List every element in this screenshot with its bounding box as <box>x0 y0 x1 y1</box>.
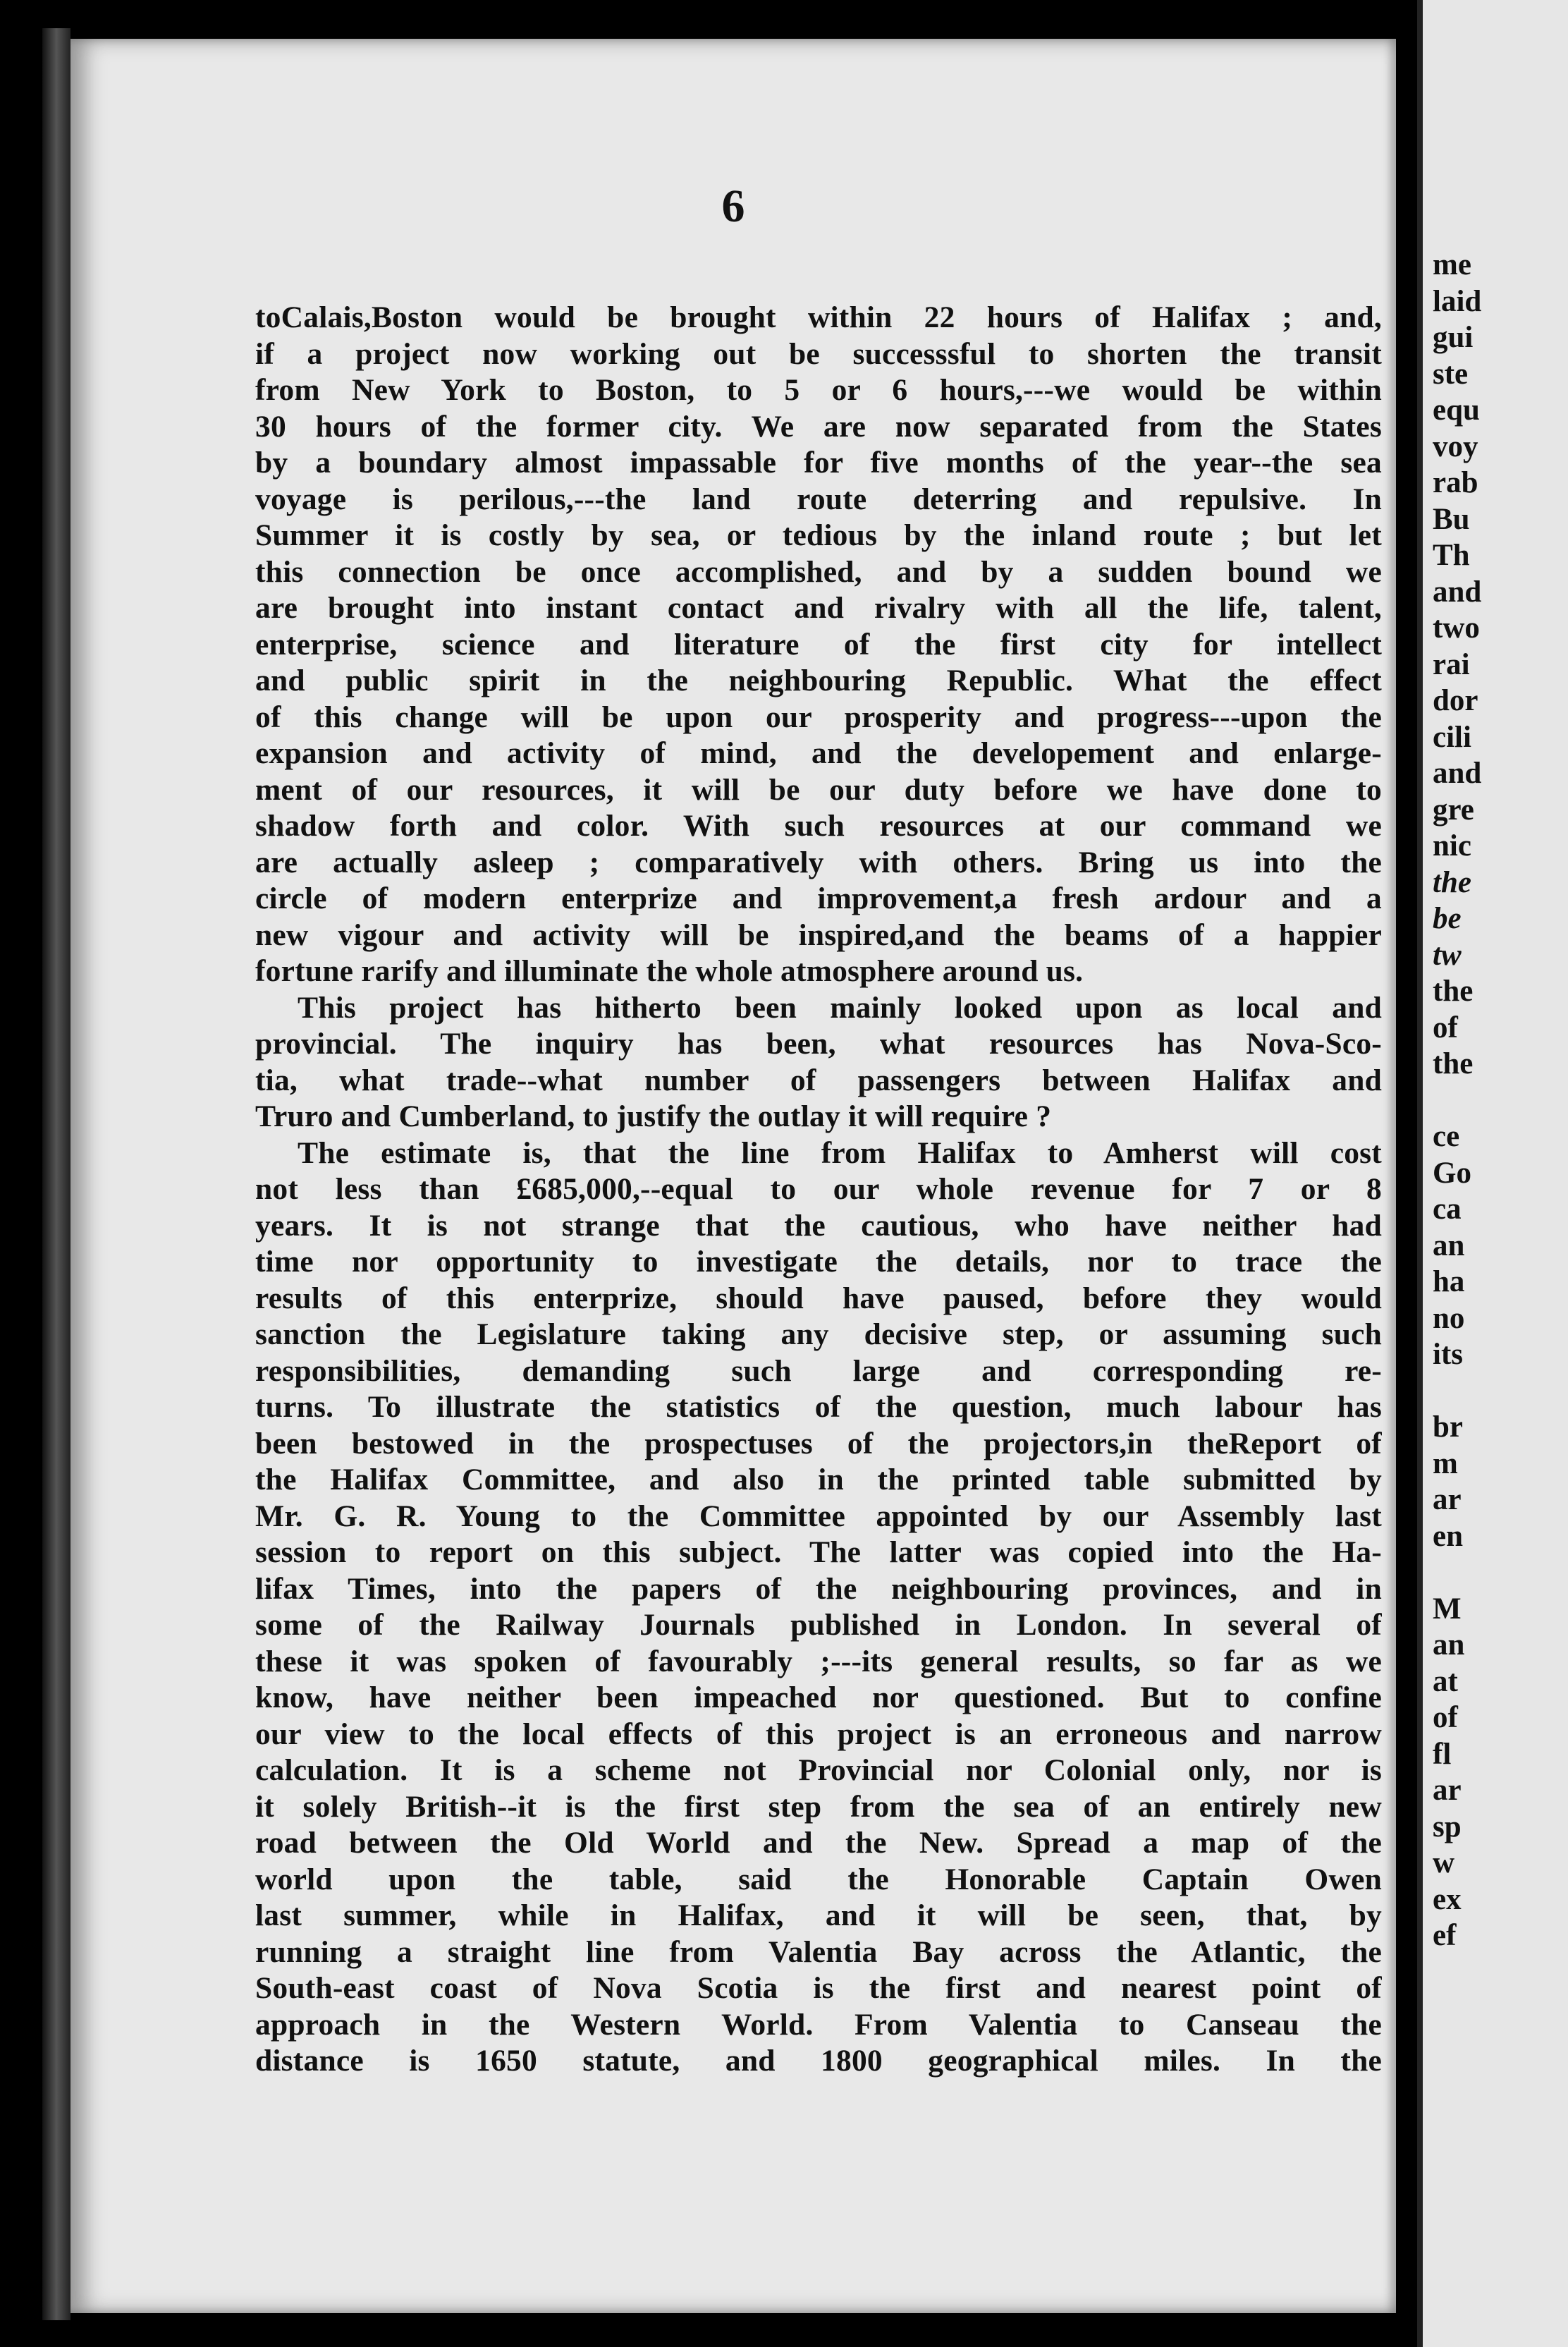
facing-fragment: ex <box>1433 1882 1462 1916</box>
text-line: new vigour and activity will be inspired,and the beams of a happier <box>255 918 1382 952</box>
facing-fragment: equ <box>1433 394 1480 427</box>
facing-fragment: tw <box>1433 938 1462 972</box>
text-line: provincial. The inquiry has been, what resources has Nova-Sco- <box>255 1027 1382 1061</box>
text-line: Summer it is costly by sea, or tedious by the inland route ; but let <box>255 518 1382 552</box>
facing-fragment: no <box>1433 1301 1465 1335</box>
text-line: circle of modern enterprize and improvement,a fresh ardour and a <box>255 882 1382 915</box>
facing-fragment <box>1433 1373 1568 1410</box>
text-line: calculation. It is a scheme not Provincial nor Colonial only, nor is <box>255 1753 1382 1787</box>
facing-fragment: laid <box>1433 284 1482 318</box>
facing-fragment: dor <box>1433 684 1478 717</box>
facing-fragment: ar <box>1433 1774 1462 1807</box>
text-line: This project has hitherto been mainly looked upon as local and <box>298 990 1382 1025</box>
text-line: lifax Times, into the papers of the neighbouring provinces, and in <box>255 1571 1382 1606</box>
text-line: it solely British--it is the first step from the sea of an entirely new <box>255 1789 1382 1824</box>
facing-fragment: and <box>1433 575 1482 609</box>
text-line: some of the Railway Journals published in London. In several of <box>255 1608 1382 1642</box>
text-line: tia, what trade--what number of passengers between Halifax and <box>255 1063 1382 1097</box>
text-line: session to report on this subject. The latter was copied into the Ha- <box>255 1535 1382 1569</box>
facing-fragment <box>1433 1554 1568 1591</box>
text-line: know, have neither been impeached nor questioned. But to confine <box>255 1681 1382 1714</box>
facing-fragment: cili <box>1433 720 1471 754</box>
facing-fragment: of <box>1433 1011 1458 1044</box>
facing-fragment: the <box>1433 865 1471 899</box>
gutter-divider <box>1417 0 1423 2347</box>
facing-fragment: gre <box>1433 793 1474 827</box>
text-line: responsibilities, demanding such large and corresponding re- <box>255 1353 1382 1388</box>
text-line: South-east coast of Nova Scotia is the first and nearest point of <box>255 1971 1382 2005</box>
facing-fragment: w <box>1433 1846 1455 1879</box>
facing-fragment: an <box>1433 1628 1465 1662</box>
text-line: 30 hours of the former city. We are now separated from the States <box>255 409 1382 444</box>
text-line: Mr. G. R. Young to the Committee appointed by our Assembly last <box>255 1499 1382 1533</box>
facing-fragment: sp <box>1433 1810 1462 1843</box>
text-line: these it was spoken of favourably ;---its general results, so far as we <box>255 1644 1382 1678</box>
facing-fragment: Go <box>1433 1156 1471 1190</box>
facing-fragment: br <box>1433 1410 1463 1444</box>
facing-fragment: me <box>1433 248 1471 281</box>
facing-page-text <box>1433 247 1568 1954</box>
text-line: voyage is perilous,---the land route deterring and repulsive. In <box>255 482 1382 516</box>
facing-fragment: Th <box>1433 539 1470 572</box>
book-page <box>71 39 1396 2313</box>
facing-page-edge <box>1423 0 1568 2347</box>
text-line: world upon the table, said the Honorable Captain Owen <box>255 1862 1382 1896</box>
text-line: approach in the Western World. From Valentia to Canseau the <box>255 2007 1382 2042</box>
book-binding-edge <box>42 28 71 2320</box>
facing-fragment: nic <box>1433 829 1471 862</box>
text-line: this connection be once accomplished, and by a sudden bound we <box>255 554 1382 589</box>
facing-fragment: en <box>1433 1519 1463 1553</box>
text-line: last summer, while in Halifax, and it will be seen, that, by <box>255 1898 1382 1932</box>
facing-fragment: its <box>1433 1338 1463 1371</box>
facing-fragment: at <box>1433 1664 1458 1698</box>
facing-fragment: ste <box>1433 357 1469 391</box>
text-line: The estimate is, that the line from Halifax to Amherst will cost <box>298 1135 1382 1170</box>
text-line: are actually asleep ; comparatively with others. Bring us into the <box>255 845 1382 879</box>
text-line: ment of our resources, it will be our duty before we have done to <box>255 772 1382 807</box>
page-number: 6 <box>721 181 745 232</box>
facing-fragment: fl <box>1433 1737 1452 1771</box>
text-line: sanction the Legislature taking any decisive step, or assuming such <box>255 1317 1382 1351</box>
facing-fragment: the <box>1433 975 1474 1008</box>
facing-fragment: rab <box>1433 466 1478 499</box>
text-line: our view to the local effects of this project is an erroneous and narrow <box>255 1717 1382 1751</box>
text-line: of this change will be upon our prosperity and progress---upon the <box>255 700 1382 734</box>
facing-fragment: be <box>1433 902 1462 935</box>
facing-fragment: ha <box>1433 1265 1465 1298</box>
facing-fragment <box>1433 1083 1568 1119</box>
text-line: time nor opportunity to investigate the details, nor to trace the <box>255 1245 1382 1279</box>
facing-fragment: ef <box>1433 1919 1457 1952</box>
text-line: from New York to Boston, to 5 or 6 hours,---we would be within <box>255 373 1382 407</box>
text-line: been bestowed in the prospectuses of the projectors,in theReport of <box>255 1426 1382 1461</box>
text-line: years. It is not strange that the cautious, who have neither had <box>255 1208 1382 1243</box>
text-line: by a boundary almost impassable for five months of the year--the sea <box>255 446 1382 480</box>
facing-fragment: an <box>1433 1229 1465 1262</box>
text-line: road between the Old World and the New. Spread a map of the <box>255 1826 1382 1860</box>
page-body-text <box>255 300 1382 2080</box>
text-line: enterprise, science and literature of the first city for intellect <box>255 627 1382 662</box>
text-line: expansion and activity of mind, and the developement and enlarge- <box>255 736 1382 770</box>
facing-fragment: and <box>1433 757 1482 790</box>
facing-fragment: rai <box>1433 647 1470 681</box>
text-line: turns. To illustrate the statistics of the question, much labour has <box>255 1390 1382 1424</box>
facing-fragment: M <box>1433 1592 1462 1626</box>
text-line: Truro and Cumberland, to justify the outlay it will require ? <box>255 1099 1052 1133</box>
text-line: the Halifax Committee, and also in the printed table submitted by <box>255 1463 1382 1496</box>
text-line: toCalais,Boston would be brought within 22 hours of Halifax ; and, <box>255 300 1382 334</box>
text-line: shadow forth and color. With such resources at our command we <box>255 809 1382 843</box>
facing-fragment: of <box>1433 1701 1458 1734</box>
page-gutter <box>1396 0 1416 2347</box>
facing-fragment: voy <box>1433 429 1478 463</box>
text-line: and public spirit in the neighbouring Republic. What the effect <box>255 664 1382 697</box>
text-line: fortune rarify and illuminate the whole atmosphere around us. <box>255 954 1084 988</box>
text-line: are brought into instant contact and rivalry with all the life, talent, <box>255 591 1382 625</box>
facing-fragment: the <box>1433 1047 1474 1080</box>
text-line: distance is 1650 statute, and 1800 geographical miles. In the <box>255 2044 1382 2078</box>
facing-fragment: ce <box>1433 1120 1460 1153</box>
facing-fragment: ar <box>1433 1483 1462 1516</box>
facing-fragment: m <box>1433 1446 1458 1480</box>
facing-fragment: gui <box>1433 321 1474 354</box>
facing-fragment: Bu <box>1433 502 1470 536</box>
facing-fragment: two <box>1433 611 1480 645</box>
text-line: results of this enterprize, should have paused, before they would <box>255 1281 1382 1315</box>
text-line: running a straight line from Valentia Bay across the Atlantic, the <box>255 1934 1382 1969</box>
text-line: if a project now working out be successsful to shorten the transit <box>255 336 1382 371</box>
facing-fragment: ca <box>1433 1193 1462 1226</box>
text-line: not less than £685,000,--equal to our whole revenue for 7 or 8 <box>255 1172 1382 1206</box>
